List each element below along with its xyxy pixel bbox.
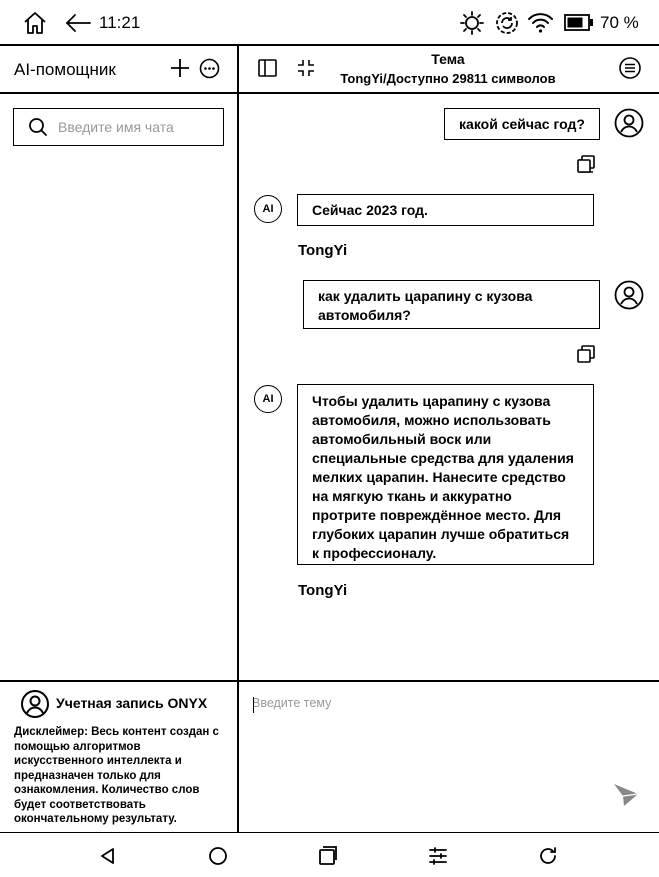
- text-cursor: [253, 697, 254, 713]
- copy-icon[interactable]: [577, 155, 595, 173]
- user-message-bubble: как удалить царапину с кузова автомобиля?: [303, 280, 600, 329]
- user-avatar-icon: [614, 108, 644, 138]
- user-avatar-icon: [20, 689, 50, 719]
- account-label: Учетная запись ONYX: [56, 695, 208, 711]
- back-arrow-icon[interactable]: [64, 12, 92, 34]
- battery-icon: [564, 13, 594, 32]
- ai-message-bubble: Чтобы удалить царапину с кузова автомобиля, можно использовать автомобильный воск или специальные средства для удаления мелких царапин. Нанесите средство на мягкую ткань и аккуратно протрите повреждённое место. Для глубоких царапин лучше обратиться к профессионалу.: [297, 384, 594, 565]
- topic-input[interactable]: [252, 696, 642, 766]
- footer-divider: [0, 680, 659, 682]
- new-chat-plus-icon[interactable]: [170, 58, 190, 78]
- frontlight-icon[interactable]: [459, 10, 485, 36]
- battery-percentage: 70 %: [600, 13, 639, 32]
- ai-avatar: AI: [254, 385, 282, 413]
- chat-search-box[interactable]: [13, 108, 224, 146]
- app-title: AI-помощник: [14, 60, 116, 79]
- ai-sender-name: TongYi: [298, 242, 348, 259]
- search-icon: [28, 117, 48, 137]
- wifi-icon[interactable]: [527, 11, 554, 35]
- nav-refresh-icon[interactable]: [537, 845, 559, 867]
- user-avatar-icon: [614, 280, 644, 310]
- header-divider: [0, 92, 659, 94]
- disclaimer-text: Дисклеймер: Весь контент создан с помощью алгоритмов искусственного интеллекта и предназначен только для ознакомления. Количество слов будет соответствовать окончательному результату.: [14, 726, 219, 825]
- copy-icon[interactable]: [577, 345, 595, 363]
- nav-recent-apps-icon[interactable]: [317, 845, 339, 867]
- topic-subtitle: TongYi/Доступно 29811 символов: [340, 71, 556, 86]
- panel-divider: [237, 46, 239, 833]
- clock: 11:21: [99, 13, 141, 32]
- navbar-divider: [0, 832, 659, 833]
- refresh-mode-icon[interactable]: [494, 10, 520, 36]
- nav-home-icon[interactable]: [207, 845, 229, 867]
- ai-avatar: AI: [254, 195, 282, 223]
- menu-icon[interactable]: [619, 57, 641, 79]
- ai-message-bubble: Сейчас 2023 год.: [297, 194, 594, 226]
- send-icon[interactable]: [612, 780, 640, 808]
- account-button[interactable]: [20, 689, 232, 719]
- home-icon[interactable]: [22, 10, 48, 36]
- status-bar: [0, 0, 659, 46]
- ai-sender-name: TongYi: [298, 582, 348, 599]
- nav-settings-sliders-icon[interactable]: [427, 845, 449, 867]
- topic-title: Тема: [431, 51, 465, 67]
- chat-search-input[interactable]: [58, 115, 218, 139]
- user-message-bubble: какой сейчас год?: [444, 108, 600, 140]
- more-options-icon[interactable]: [199, 58, 220, 79]
- nav-back-icon[interactable]: [97, 845, 119, 867]
